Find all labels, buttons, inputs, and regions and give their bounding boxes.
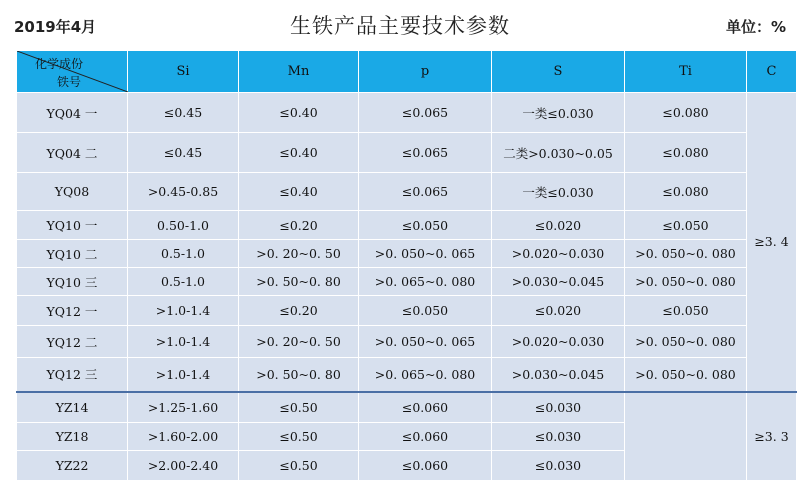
si-cell: 0.5-1.0 [128,268,239,296]
si-cell: >1.25-1.60 [128,392,239,423]
table-row [17,296,797,326]
mn-cell: >0. 20~0. 50 [239,240,359,268]
ti-cell: >0. 050~0. 080 [625,326,747,358]
table-header-row [17,51,797,93]
p-cell: >0. 050~0. 065 [359,326,492,358]
ti-cell: ≤0.050 [625,211,747,240]
mn-cell: ≤0.50 [239,392,359,423]
spec-table [16,50,797,481]
p-cell: ≤0.065 [359,93,492,133]
grade-cell: YQ10 三 [17,268,128,296]
si-cell: >1.60-2.00 [128,423,239,451]
si-cell: 0.50-1.0 [128,211,239,240]
s-cell: >0.030~0.045 [492,268,625,296]
grade-cell: YQ12 二 [17,326,128,358]
ti-cell: >0. 050~0. 080 [625,268,747,296]
corner-label-composition: 化学成份 [35,57,84,71]
table-row [17,392,797,423]
p-cell: >0. 050~0. 065 [359,240,492,268]
ti-cell: ≤0.080 [625,133,747,173]
corner-header [17,51,128,93]
table-row [17,268,797,296]
si-cell: >0.45-0.85 [128,173,239,211]
mn-cell: ≤0.40 [239,133,359,173]
p-cell: ≤0.060 [359,451,492,481]
si-cell: >1.0-1.4 [128,296,239,326]
p-cell: ≤0.065 [359,133,492,173]
p-cell: >0. 065~0. 080 [359,268,492,296]
s-cell: ≤0.030 [492,392,625,423]
page-header [0,0,800,50]
si-cell: ≤0.45 [128,133,239,173]
p-cell: ≤0.065 [359,173,492,211]
grade-cell: YQ04 二 [17,133,128,173]
c-cell-yq: ≥3. 4 [747,93,797,392]
column-header-s: S [492,51,625,93]
ti-cell-empty [625,392,747,481]
corner-label-grade: 铁号 [57,75,82,89]
grade-cell: YQ12 一 [17,296,128,326]
s-cell: >0.020~0.030 [492,240,625,268]
table-row [17,358,797,392]
s-cell: 一类≤0.030 [492,173,625,211]
si-cell: >1.0-1.4 [128,326,239,358]
si-cell: 0.5-1.0 [128,240,239,268]
ti-cell: ≤0.080 [625,173,747,211]
ti-cell: ≤0.080 [625,93,747,133]
grade-cell: YZ22 [17,451,128,481]
p-cell: ≤0.060 [359,392,492,423]
si-cell: ≤0.45 [128,93,239,133]
ti-cell: >0. 050~0. 080 [625,358,747,392]
mn-cell: ≤0.50 [239,451,359,481]
p-cell: ≤0.050 [359,296,492,326]
table-row [17,211,797,240]
grade-cell: YZ14 [17,392,128,423]
table-row [17,173,797,211]
table-row [17,240,797,268]
grade-cell: YQ12 三 [17,358,128,392]
grade-cell: YQ10 二 [17,240,128,268]
s-cell: >0.020~0.030 [492,326,625,358]
mn-cell: ≤0.20 [239,211,359,240]
grade-cell: YQ08 [17,173,128,211]
unit-label: 单位：% [725,18,786,36]
s-cell: 一类≤0.030 [492,93,625,133]
p-cell: ≤0.050 [359,211,492,240]
si-cell: >1.0-1.4 [128,358,239,392]
s-cell: ≤0.020 [492,296,625,326]
ti-cell: ≤0.050 [625,296,747,326]
si-cell: >2.00-2.40 [128,451,239,481]
c-cell-yz: ≥3. 3 [747,392,797,481]
mn-cell: >0. 50~0. 80 [239,268,359,296]
grade-cell: YZ18 [17,423,128,451]
s-cell: >0.030~0.045 [492,358,625,392]
mn-cell: ≤0.20 [239,296,359,326]
mn-cell: ≤0.40 [239,173,359,211]
column-header-si: Si [128,51,239,93]
s-cell: ≤0.020 [492,211,625,240]
report-date: 2019年4月 [14,18,97,36]
ti-cell: >0. 050~0. 080 [625,240,747,268]
grade-cell: YQ04 一 [17,93,128,133]
s-cell: 二类>0.030~0.05 [492,133,625,173]
mn-cell: >0. 50~0. 80 [239,358,359,392]
column-header-mn: Mn [239,51,359,93]
page-title: 生铁产品主要技术参数 [290,14,510,38]
s-cell: ≤0.030 [492,423,625,451]
mn-cell: ≤0.40 [239,93,359,133]
mn-cell: >0. 20~0. 50 [239,326,359,358]
mn-cell: ≤0.50 [239,423,359,451]
p-cell: ≤0.060 [359,423,492,451]
table-row [17,93,797,133]
grade-cell: YQ10 一 [17,211,128,240]
column-header-ti: Ti [625,51,747,93]
column-header-p: p [359,51,492,93]
p-cell: >0. 065~0. 080 [359,358,492,392]
table-row [17,133,797,173]
column-header-c: C [747,51,797,93]
table-row [17,326,797,358]
s-cell: ≤0.030 [492,451,625,481]
